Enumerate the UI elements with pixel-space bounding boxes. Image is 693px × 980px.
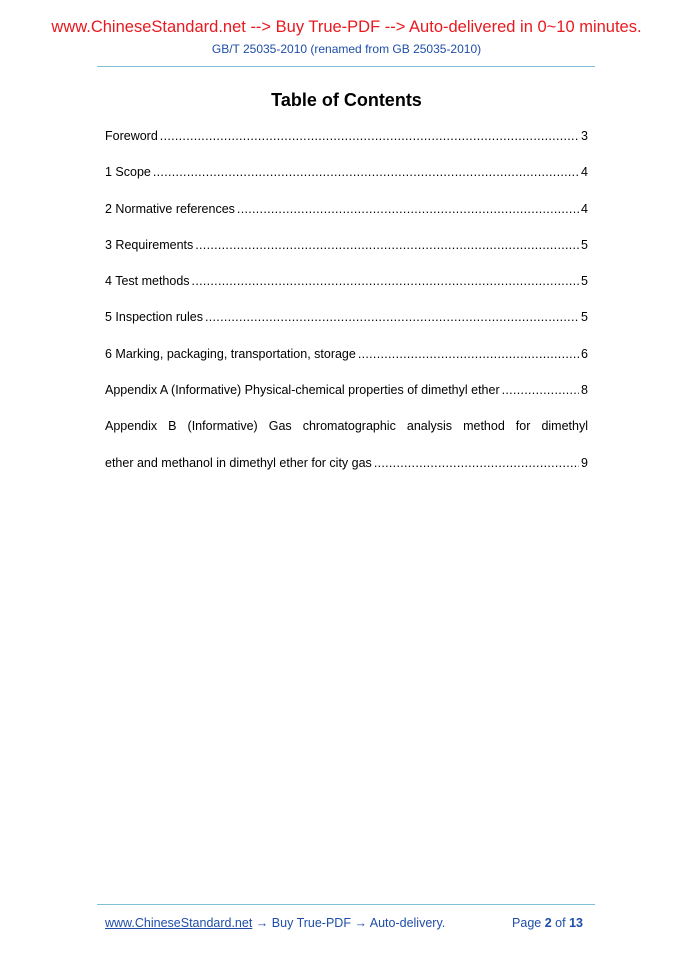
toc-entry-marking[interactable]: [105, 344, 588, 380]
toc-entry-label: Appendix A (Informative) Physical-chemical properties of dimethyl ether: [105, 383, 500, 398]
dot-leader: [374, 453, 579, 473]
page-word: Page: [512, 916, 542, 930]
toc-entry-label: 4 Test methods: [105, 274, 190, 289]
toc-entry-page: 4: [581, 165, 588, 180]
toc-entry-appendix-b-line2[interactable]: [105, 453, 588, 489]
arrow-right-icon: →: [255, 916, 269, 930]
dot-leader: [502, 380, 579, 400]
toc-entry-inspection-rules[interactable]: [105, 307, 588, 343]
page-total: 13: [569, 916, 583, 930]
page-footer: [105, 916, 583, 930]
toc-entry-page: 5: [581, 274, 588, 289]
toc-entry-requirements[interactable]: [105, 235, 588, 271]
dot-leader: [358, 344, 579, 364]
toc-entry-label: 2 Normative references: [105, 201, 235, 216]
toc-entry-label: 1 Scope: [105, 165, 151, 180]
toc-entry-label: ether and methanol in dimethyl ether for city gas: [105, 455, 372, 470]
page-current: 2: [544, 916, 552, 930]
footer-buy-text: Buy True-PDF: [271, 916, 351, 930]
promo-banner-link[interactable]: www.ChineseStandard.net --> Buy True-PDF --> Auto-delivered in 0~10 minutes.: [51, 18, 642, 36]
toc-entry-foreword[interactable]: [105, 126, 588, 162]
footer-delivery-text: Auto-delivery.: [369, 916, 446, 930]
dot-leader: [237, 199, 579, 219]
toc-entry-page: 3: [581, 129, 588, 143]
page-title: Table of Contents: [271, 90, 422, 110]
toc-entry-normative-references[interactable]: [105, 199, 588, 235]
footer-divider: [97, 904, 595, 905]
toc-entry-label: 3 Requirements: [105, 237, 194, 252]
standard-number: GB/T 25035-2010 (renamed from GB 25035-2010): [211, 42, 482, 56]
dot-leader: [192, 271, 580, 291]
toc-entry-appendix-a[interactable]: [105, 380, 588, 416]
table-of-contents: [105, 126, 588, 489]
toc-entry-test-methods[interactable]: [105, 271, 588, 307]
toc-entry-page: 9: [581, 455, 588, 470]
dot-leader: [153, 162, 579, 182]
toc-entry-page: 6: [581, 346, 588, 361]
toc-entry-page: 5: [581, 310, 588, 325]
toc-entry-label: 6 Marking, packaging, transportation, storage: [105, 346, 356, 361]
toc-entry-scope[interactable]: [105, 162, 588, 198]
toc-entry-label: 5 Inspection rules: [105, 310, 203, 325]
toc-entry-label: Foreword: [105, 129, 158, 143]
toc-entry-page: 4: [581, 201, 588, 216]
toc-entry-page: 5: [581, 237, 588, 252]
header-divider: [97, 66, 595, 67]
dot-leader: [205, 307, 579, 327]
toc-entry-page: 8: [581, 383, 588, 398]
page-of-word: of: [555, 916, 566, 930]
dot-leader: [195, 235, 579, 255]
toc-entry-appendix-b-line1[interactable]: [105, 416, 588, 452]
footer-site-link[interactable]: www.ChineseStandard.net: [105, 916, 253, 930]
dot-leader: [160, 126, 579, 146]
toc-entry-label: Appendix B (Informative) Gas chromatographic analysis method for dimethyl: [105, 419, 588, 434]
page-number: [512, 916, 583, 930]
arrow-right-icon: →: [354, 916, 367, 930]
